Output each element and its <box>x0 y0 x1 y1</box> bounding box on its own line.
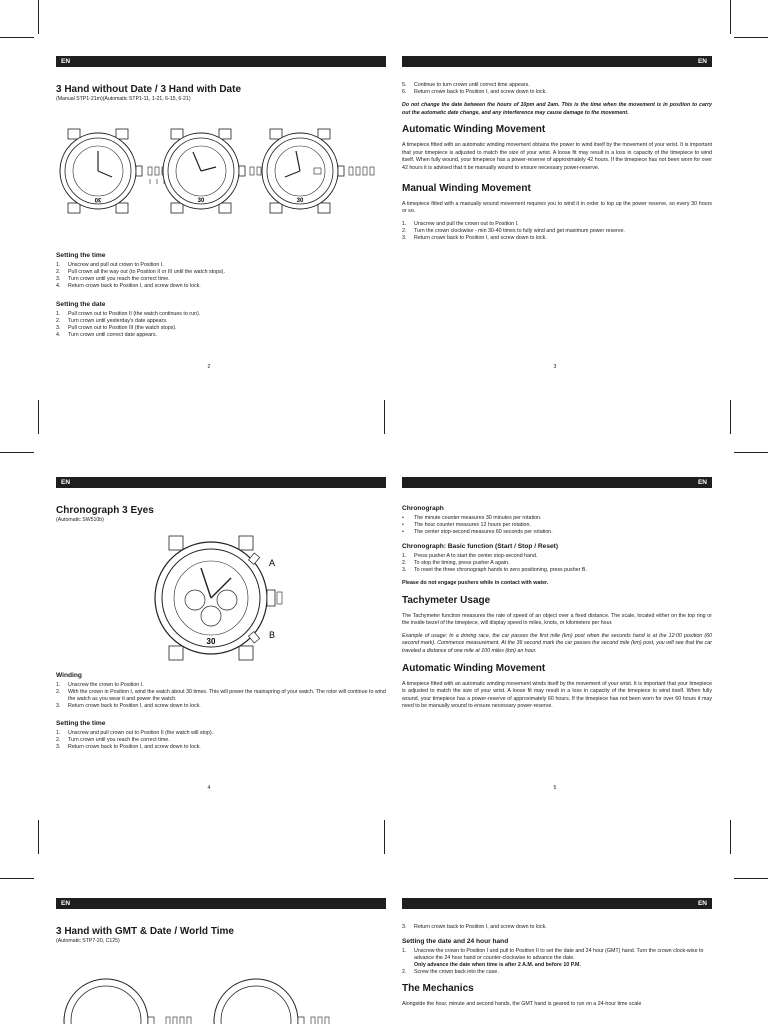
page-title: Chronograph 3 Eyes <box>56 505 154 516</box>
list-item: 1. Press pusher A to start the center stop-second hand. <box>402 553 538 559</box>
pusher-b-label: B <box>269 630 276 640</box>
pusher-warning: Please do not engage pushers while in contact with water. <box>402 580 549 586</box>
page-number: 2 <box>207 364 211 370</box>
list-item: 3. Return crown back to Position I, and screw down to lock. <box>56 744 201 750</box>
steps-list <box>56 730 386 751</box>
page-number: 4 <box>207 785 211 791</box>
list-item: • The minute counter measures 30 minutes per rotation. <box>402 515 542 521</box>
steps-list <box>56 682 386 710</box>
page-4 <box>56 477 386 791</box>
list-item: 2. Screw the crown back into the case. <box>402 969 499 975</box>
steps-list <box>56 262 386 290</box>
steps-list <box>402 221 712 242</box>
bullet-list <box>402 515 712 536</box>
list-item: 3. Return crown back to Position I, and screw down to lock. <box>56 703 201 709</box>
steps-list <box>402 82 712 96</box>
watch-illustrations <box>56 126 386 216</box>
section-heading: Chronograph: Basic function (Start / Stop / Reset) <box>402 543 559 550</box>
page-subtitle: (Automatic SW510b) <box>56 517 104 523</box>
steps-list <box>402 553 712 574</box>
page-6 <box>56 898 386 945</box>
section-heading: Setting the time <box>56 720 106 727</box>
section-heading: Setting the time <box>56 252 106 259</box>
list-item: 2. Pull crown all the way out (to Position II or III until the watch stops). <box>56 269 225 275</box>
list-item: 3. Pull crown out to Position III (the watch stops). <box>56 325 177 331</box>
gmt-watch-illustrations <box>56 963 386 1023</box>
list-item: 2. With the crown in Position I, wind the watch about 30 times. This will power the mainspring of your watch. The rotor will continue to wind the watch as you wear it and power the watch. <box>56 689 386 702</box>
list-item: 3. Return crown back to Position I, and screw down to lock. <box>402 234 547 241</box>
list-item: 1. Unscrew and pull the crown out to Position I. <box>402 220 519 227</box>
list-item: 3. Return crown back to Position I, and screw down to lock. <box>402 924 547 930</box>
section-heading: Winding <box>56 672 82 679</box>
dial-30-label: 30 <box>296 198 304 204</box>
page-subtitle: (Automatic STP7-20, C125) <box>56 938 120 944</box>
page-3 <box>402 56 712 370</box>
section-heading: Manual Winding Movement <box>402 182 531 194</box>
page-title: 3 Hand with GMT & Date / World Time <box>56 926 234 937</box>
list-item: 1. Unscrew the crown to Position I and pull to Position II to set the date and 24 hour (GMT) hand. Turn the crown clock-wise to advance the 24 hour hand or counter-clockwise to advance the date. <box>402 948 704 961</box>
section-heading: Tachymeter Usage <box>402 594 491 606</box>
date-change-warning: Do not change the date between the hours of 10pm and 2am. This is the time when the movement is in position to carry out the automatic date change, and any interference may cause damage to the movement. <box>402 102 712 116</box>
dial-30-label: 30 <box>94 196 102 202</box>
page-7 <box>402 898 712 1014</box>
list-item: 1. Unscrew and pull out crown to Position I. <box>56 262 164 268</box>
list-item: 5. Continue to turn crown until correct time appears. <box>402 82 530 88</box>
section-heading: Setting the date <box>56 301 106 308</box>
list-item: 1. Pull crown out to Position II (the watch continues to run). <box>56 311 201 317</box>
page-2 <box>56 56 386 370</box>
watch-illustration <box>60 129 142 213</box>
list-item: • The center stop-second measures 60 seconds per rotation. <box>402 529 553 535</box>
list-item: • The hour counter measures 12 hours per rotation. <box>402 522 531 528</box>
paragraph: A timepiece fitted with an automatic winding movement winds itself by the movement of your wrist. It is important that your timepiece is adjusted to match the size of your wrist. A loose fit may result in a loss in capacity of the timepiece to wind itself. When fully wound, your timepiece has a power-reserve of approximately 60 hours. If the timepiece has not been worn for over 60 hours it may need to be manually wound to ensure necessary power-reserve. <box>402 680 712 710</box>
dial-30-label: 30 <box>197 198 205 204</box>
paragraph: Alongside the hour, minute and second hands, the GMT hand is geared to run on a 24-hour time scale <box>402 1001 642 1007</box>
list-item: Only advance the date when time is after 2 A.M. and before 10 P.M. <box>414 962 581 968</box>
list-item: 2. To stop the timing, press pusher A again. <box>402 560 510 566</box>
steps-list <box>402 924 712 931</box>
list-item: 1. Unscrew the crown to Position I. <box>56 682 144 688</box>
page-number: 3 <box>553 364 557 370</box>
list-item: 4. Return crown back to Position I, and screw down to lock. <box>56 283 201 289</box>
list-item: 6. Return crown back to Position I, and screw down to lock. <box>402 89 547 95</box>
page-subtitle: (Manual STP1-21m)(Automatic STP1-11, 1-21, 6-15, 6-21) <box>56 96 191 102</box>
list-item: 3. To reset the three chronograph hands to zero positioning, press pusher B. <box>402 567 587 573</box>
list-item: 2. Turn the crown clockwise - min 30-40 times to fully wind and get maximum power reserve. <box>402 227 625 234</box>
language-bar: EN <box>402 477 712 488</box>
pusher-a-label: A <box>269 558 276 568</box>
setting-date-section <box>56 300 386 344</box>
paragraph: The Tachymeter function measures the rate of speed of an object over a fixed distance. The scale, located either on the top ring or the inside bezel of the timepiece, will display speed in miles, knots, or kilometers per hour. <box>402 612 712 627</box>
list-item: 1. Unscrew and pull crown out to Position II (the watch will stop). <box>56 730 214 736</box>
example-paragraph: Example of usage: In a driving race, the car passes the first mile (km) post when the seconds hand is at the 12:00 position (60 second mark). Commence measurement. At the 36 second mark the car passes the second mile (km) post, you will see that the car traveled a distance of one mile at 100 miles (km) an hour. <box>402 632 712 654</box>
chronograph-illustration <box>56 535 386 665</box>
steps-list <box>402 948 712 976</box>
language-bar: EN <box>56 898 386 909</box>
dial-30-label: 30 <box>206 637 216 646</box>
language-bar: EN <box>402 56 712 67</box>
crown-positions-3 <box>349 167 374 175</box>
winding-section <box>56 671 386 715</box>
section-heading: Chronograph <box>402 505 444 512</box>
watch-illustration <box>262 129 344 213</box>
language-bar: EN <box>402 898 712 909</box>
section-heading: Automatic Winding Movement <box>402 662 546 674</box>
language-bar: EN <box>56 56 386 67</box>
page-title: 3 Hand without Date / 3 Hand with Date <box>56 84 242 95</box>
watch-illustration <box>163 129 245 213</box>
language-bar: EN <box>56 477 386 488</box>
section-heading: Setting the date and 24 hour hand <box>402 938 509 945</box>
paragraph: A timepiece fitted with an automatic winding movement obtains the power to wind itself by the movement of your wrist. It is important that your timepiece is adjusted to match the size of your wrist. A loose fit may result in a loss in capacity of the timepiece to wind itself. When fully wound, your timepiece has a power-reserve of approximately 42 hours. If the timepiece has not been worn for over 42 hours it is advised that it be manually wound to ensure necessary power-reserve. <box>402 142 712 171</box>
list-item: 4. Turn crown until correct date appears. <box>56 332 158 338</box>
list-item: 2. Turn crown until you reach the correct time. <box>56 737 170 743</box>
list-item: 3. Turn crown until you reach the correct time. <box>56 276 170 282</box>
section-heading: Automatic Winding Movement <box>402 124 546 136</box>
section-heading: The Mechanics <box>402 983 474 994</box>
paragraph: A timepiece fitted with a manually wound movement requires you to wind it in order to top up the power reserve, so every 30 hours or so. <box>402 200 712 215</box>
list-item: 2. Turn crown until yesterday's date appears. <box>56 318 168 324</box>
page-number: 5 <box>553 785 557 791</box>
page-5 <box>402 477 712 791</box>
setting-time-section <box>56 719 386 756</box>
setting-time-section <box>56 251 386 295</box>
steps-list <box>56 311 386 339</box>
